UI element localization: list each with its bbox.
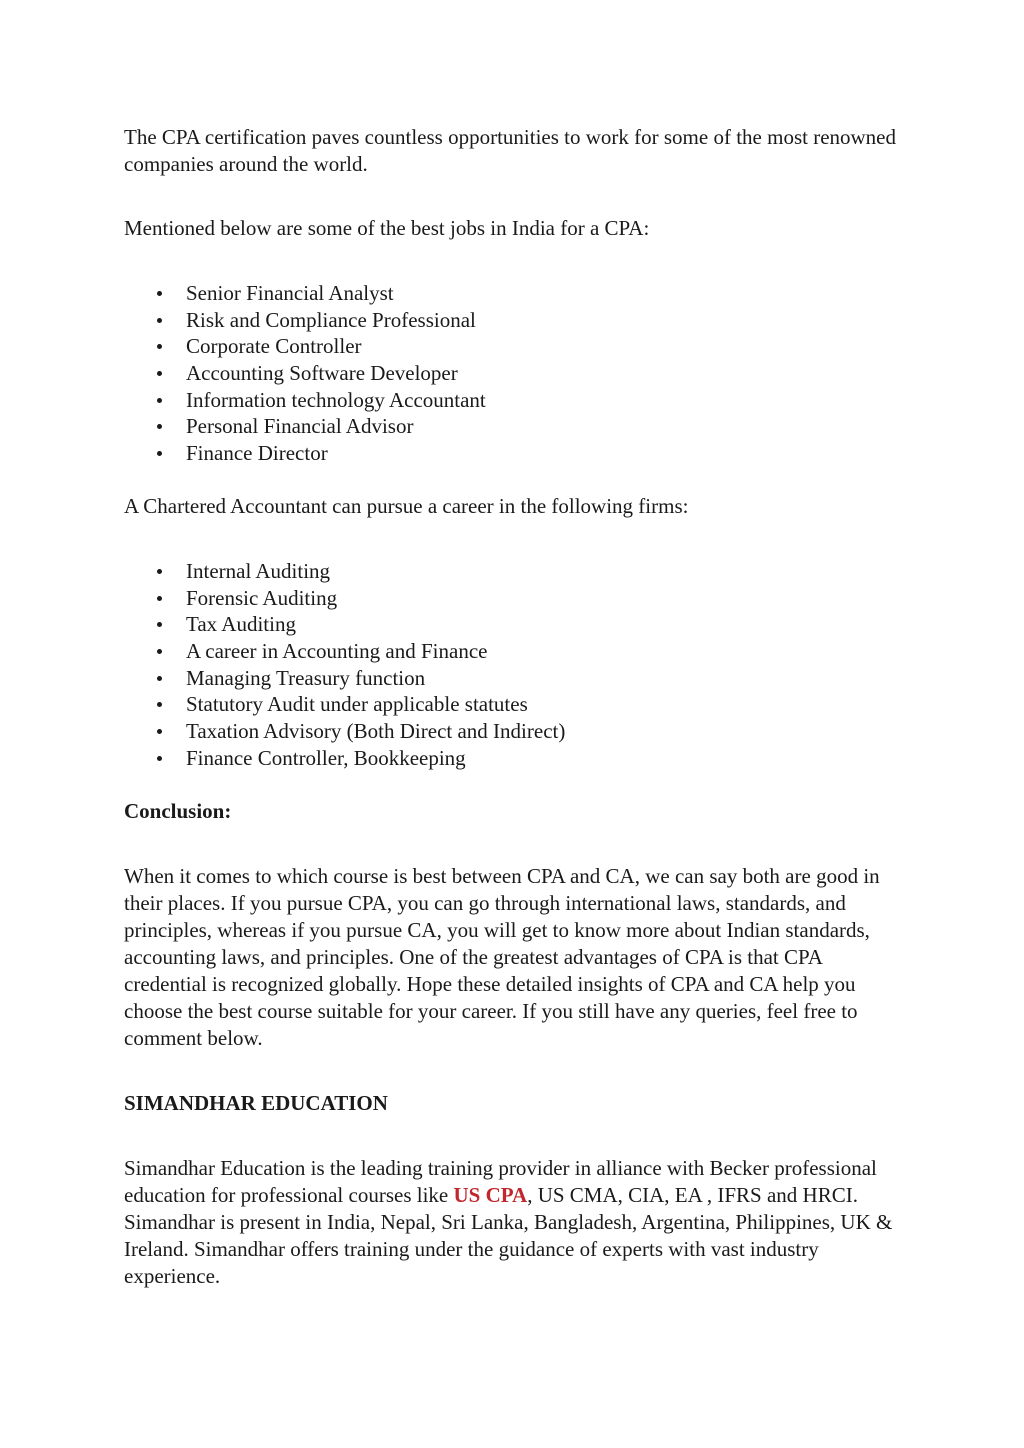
intro-paragraph: The CPA certification paves countless opportunities to work for some of the most renowned companies around the world. [124,125,896,176]
list-item: Finance Director [124,440,904,467]
bullet-icon [157,344,162,349]
firms-list [124,558,904,772]
bullet-icon [157,569,162,574]
bullet-icon [157,676,162,681]
list-item: Internal Auditing [124,558,904,585]
jobs-lead-paragraph: Mentioned below are some of the best jobs in India for a CPA: [124,216,650,240]
list-item: Risk and Compliance Professional [124,307,904,334]
about-text-after: , US CMA, CIA, EA , IFRS and HRCI. Simandhar is present in India, Nepal, Sri Lanka, Bangladesh, Argentina, Philippines, UK & Ireland. Simandhar offers training under the guidance of experts with vast industry experience. [124,1183,893,1289]
jobs-list [124,280,904,467]
list-item: Taxation Advisory (Both Direct and Indirect) [124,718,904,745]
bullet-icon [157,451,162,456]
bullet-icon [157,702,162,707]
list-item: Information technology Accountant [124,387,904,414]
conclusion-paragraph: When it comes to which course is best between CPA and CA, we can say both are good in their places. If you pursue CPA, you can go through international laws, standards, and principles, whereas if you pursue CA, you will get to know more about Indian standards, accounting laws, and principles. One of the greatest advantages of CPA is that CPA credential is recognized globally. Hope these detailed insights of CPA and CA help you choose the best course suitable for your career. If you still have any queries, feel free to comment below. [124,864,880,1051]
about-paragraph [124,1155,904,1290]
us-cpa-link[interactable]: US CPA [453,1183,528,1208]
list-item: Forensic Auditing [124,585,904,612]
bullet-icon [157,398,162,403]
list-item: Statutory Audit under applicable statutes [124,691,904,718]
about-text-before: Simandhar Education is the leading training provider in alliance with Becker professional education for professional courses like [124,1156,877,1208]
bullet-icon [157,318,162,323]
list-item: Senior Financial Analyst [124,280,904,307]
bullet-icon [157,649,162,654]
bullet-icon [157,596,162,601]
bullet-icon [157,371,162,376]
bullet-icon [157,424,162,429]
conclusion-heading: Conclusion: [124,799,232,824]
list-item: Managing Treasury function [124,665,904,692]
bullet-icon [157,291,162,296]
list-item: Personal Financial Advisor [124,413,904,440]
company-heading: SIMANDHAR EDUCATION [124,1091,388,1116]
document-page [124,124,904,1290]
list-item: Accounting Software Developer [124,360,904,387]
list-item: A career in Accounting and Finance [124,638,904,665]
firms-lead-paragraph: A Chartered Accountant can pursue a career in the following firms: [124,493,689,518]
list-item: Finance Controller, Bookkeeping [124,745,904,772]
list-item: Corporate Controller [124,333,904,360]
list-item: Tax Auditing [124,611,904,638]
bullet-icon [157,756,162,761]
bullet-icon [157,729,162,734]
bullet-icon [157,622,162,627]
